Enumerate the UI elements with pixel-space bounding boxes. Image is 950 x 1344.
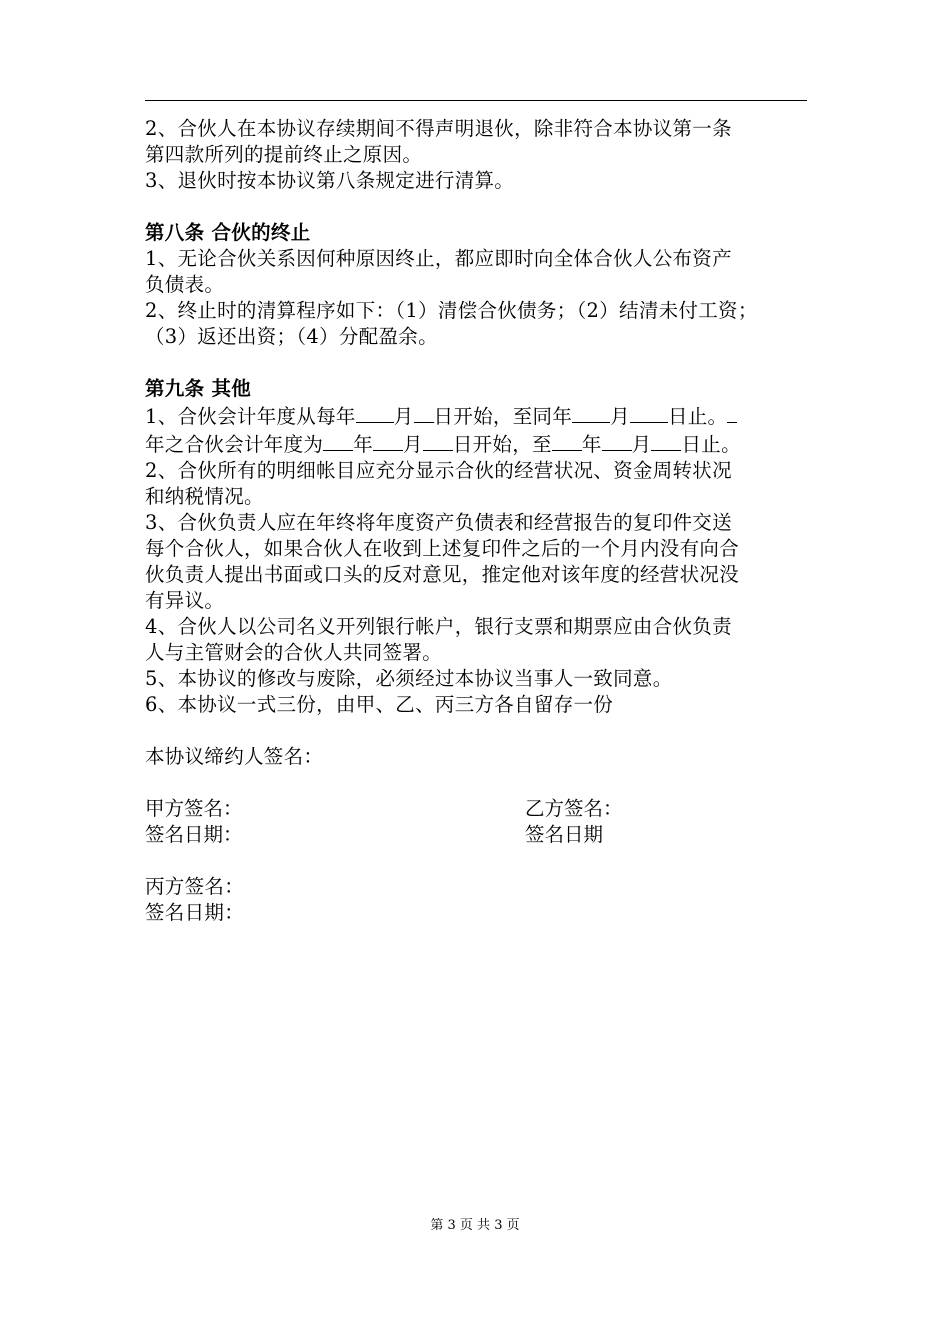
signature-row-ab (145, 796, 807, 822)
first-start-day-blank (423, 430, 453, 451)
fiscal-end-day-blank (630, 402, 668, 423)
party-a-sign-label: 甲方签名： (145, 797, 243, 820)
party-c-date-label: 签名日期： (145, 901, 245, 924)
section7-item2-line2: 第四款所列的提前终止之原因。 (145, 143, 423, 166)
section8-heading: 第八条 合伙的终止 (145, 221, 311, 244)
first-year-unit: 年 (353, 433, 374, 456)
section9-item3-line4: 有异议。 (145, 589, 225, 612)
party-b-sign-label: 乙方签名： (525, 797, 623, 820)
section9-item4-line1: 4、合伙人以公司名义开列银行帐户，银行支票和期票应由合伙负责 (145, 615, 732, 638)
first-end-month-blank (602, 430, 632, 451)
first-end-month-unit: 月 (631, 433, 652, 456)
section9-item3-line3: 伙负责人提出书面或口头的反对意见，推定他对该年度的经营状况没 (145, 563, 740, 586)
first-end-year-blank (552, 430, 582, 451)
spacer (145, 848, 807, 874)
section9-item1-line2 (145, 430, 807, 458)
signature-date-row-ab (145, 822, 807, 848)
first-month-unit: 月 (403, 433, 423, 456)
party-a-date-label: 签名日期： (145, 823, 243, 846)
section9-item3-line1: 3、合伙负责人应在年终将年度资产负债表和经营报告的复印件交送 (145, 511, 732, 534)
page-number-footer: 第 3 页 共 3 页 (430, 1218, 520, 1233)
party-c-sign-label: 丙方签名： (145, 875, 245, 898)
section9-item4-line2: 人与主管财会的合伙人共同签署。 (145, 641, 443, 664)
fiscal-end-month-blank (572, 402, 610, 423)
party-b-date-label: 签名日期 (525, 823, 604, 846)
signature-intro: 本协议缔约人签名： (145, 745, 324, 768)
section7-item3: 3、退伙时按本协议第八条规定进行清算。 (145, 169, 515, 192)
section9-item2-line2: 和纳税情况。 (145, 485, 264, 508)
year-blank (727, 402, 737, 423)
header-rule (145, 100, 807, 101)
first-start-year-blank (323, 430, 353, 451)
document-body (145, 116, 807, 926)
fiscal-text-month: 月 (393, 405, 414, 428)
first-start-month-blank (373, 430, 403, 451)
spacer (145, 770, 807, 796)
first-year-text: 年之合伙会计年度为 (145, 433, 324, 456)
section7-item2-line1: 2、合伙人在本协议存续期间不得声明退伙，除非符合本协议第一条 (145, 117, 732, 140)
first-end-day-blank (651, 430, 681, 451)
section9-heading: 第九条 其他 (145, 377, 252, 400)
section8-item1-line1: 1、无论合伙关系因何种原因终止，都应即时向全体合伙人公布资产 (145, 247, 732, 270)
section9-item3-line2: 每个合伙人，如果合伙人在收到上述复印件之后的一个月内没有向合 (145, 537, 740, 560)
fiscal-text-month-end: 月 (610, 405, 630, 428)
section9-item6: 6、本协议一式三份，由甲、乙、丙三方各自留存一份 (145, 693, 614, 716)
first-start-text: 日开始，至 (452, 433, 552, 456)
fiscal-text-start: 1、合伙会计年度从每年 (145, 405, 356, 428)
fiscal-text-end: 日止。 (667, 405, 728, 428)
section9-item2-line1: 2、合伙所有的明细帐目应充分显示合伙的经营状况、资金周转状况 (145, 459, 732, 482)
fiscal-start-day-blank (414, 402, 434, 423)
first-end-year-unit: 年 (581, 433, 602, 456)
section9-item5: 5、本协议的修改与废除，必须经过本协议当事人一致同意。 (145, 667, 673, 690)
first-end-text: 日止。 (681, 433, 741, 456)
section8-item1-line2: 负债表。 (145, 273, 225, 296)
fiscal-text-day-start: 日开始，至同年 (433, 405, 573, 428)
section9-item1-line1 (145, 402, 807, 430)
spacer (145, 718, 807, 744)
fiscal-start-month-blank (356, 402, 394, 423)
section8-item2-line1: 2、终止时的清算程序如下：（1）清偿合伙债务；（2）结清未付工资； (145, 299, 758, 322)
section8-item2-line2: （3）返还出资；（4）分配盈余。 (145, 325, 438, 348)
